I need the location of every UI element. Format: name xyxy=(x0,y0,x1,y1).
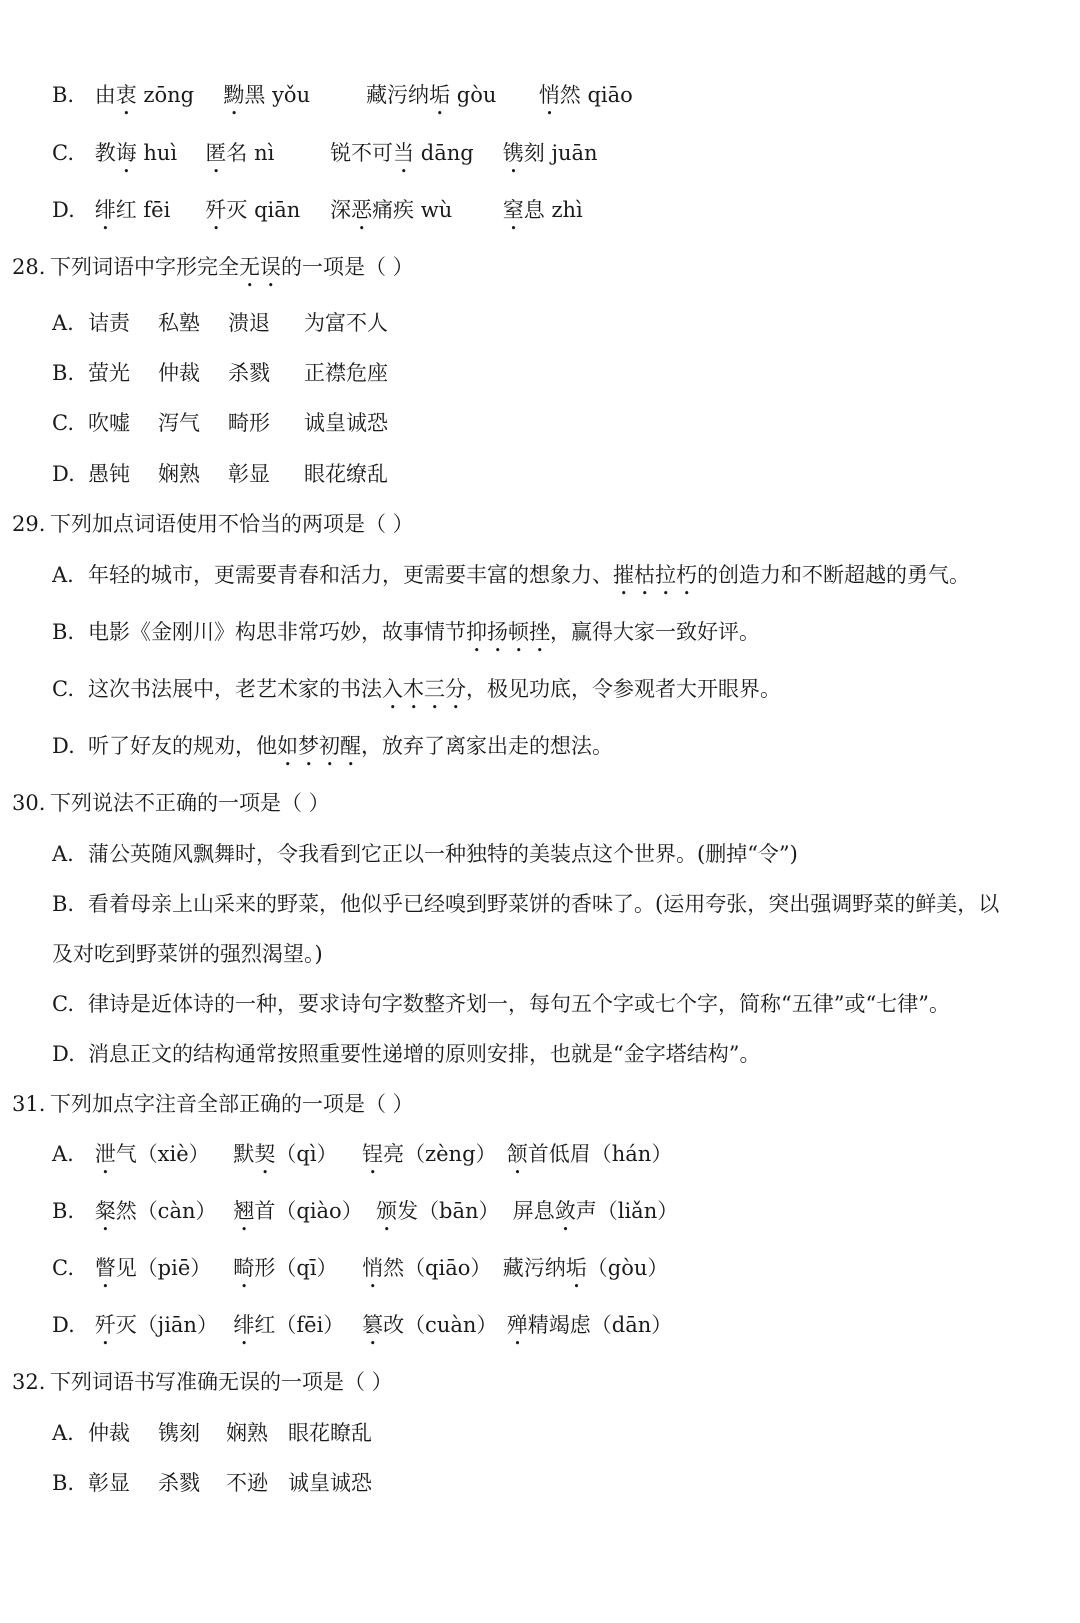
word-cell: 畸形（qī） xyxy=(233,1256,338,1280)
word-cell: 藏污纳垢 gòu xyxy=(366,83,497,107)
q30-option-b-continued: 及对吃到野菜饼的强烈渴望。) xyxy=(52,942,323,966)
question-28: 28. 下列词语中字形完全无误的一项是（ ） xyxy=(12,255,414,279)
question-29: 29. 下列加点词语使用不恰当的两项是（ ） xyxy=(12,512,414,536)
q30-option-a: A. 蒲公英随风飘舞时，令我看到它正以一种独特的美装点这个世界。(删掉“令”) xyxy=(52,842,798,866)
word-cell: 篡改（cuàn） xyxy=(362,1313,498,1337)
q29-option-a: A. 年轻的城市，更需要青春和活力，更需要丰富的想象力、摧枯拉朽的创造力和不断超越的勇气。 xyxy=(52,563,970,587)
q28-option-d: D. 愚钝 娴熟 彰显 眼花缭乱 xyxy=(52,462,388,486)
question-32: 32. 下列词语书写准确无误的一项是（ ） xyxy=(12,1370,393,1394)
word-cell: 歼灭 qiān xyxy=(205,198,301,222)
word-cell: 教诲 huì xyxy=(94,141,178,165)
word-cell: 锐不可当 dāng xyxy=(330,141,474,165)
q29-option-c: C. 这次书法展中，老艺术家的书法入木三分，极见功底，令参观者大开眼界。 xyxy=(52,677,781,701)
question-30: 30. 下列说法不正确的一项是（ ） xyxy=(12,791,330,815)
q28-option-a: A. 诘责 私塾 溃退 为富不人 xyxy=(52,311,388,335)
prev-option-d: D. 绯红 fēi 歼灭 qiān 深恶痛疾 wù 窒息 zhì xyxy=(52,195,583,235)
q28-option-b: B. 萤光 仲裁 杀戮 正襟危座 xyxy=(52,361,388,385)
q32-option-b: B. 彰显 杀戮 不逊 诚皇诚恐 xyxy=(52,1471,372,1495)
word-cell: 殚精竭虑（dān） xyxy=(506,1313,673,1337)
word-cell: 翘首（qiào） xyxy=(233,1199,363,1223)
prev-option-b: B. 由衷 zōng 黝黑 yǒu 藏污纳垢 gòu 悄然 qiāo xyxy=(52,80,633,120)
q29-option-b: B. 电影《金刚川》构思非常巧妙，故事情节抑扬顿挫，赢得大家一致好评。 xyxy=(52,620,760,644)
question-31: 31. 下列加点字注音全部正确的一项是（ ） xyxy=(12,1092,414,1116)
q31-option-b: B. 粲然（càn） 翘首（qiào） 颁发（bān） 屏息敛声（liǎn） xyxy=(52,1196,678,1236)
q31-option-a: A. 泄气（xiè） 默契（qì） 锃亮（zèng） 颔首低眉（hán） xyxy=(52,1139,672,1179)
q30-option-c: C. 律诗是近体诗的一种，要求诗句字数整齐划一，每句五个字或七个字，简称“五律”或“七律”。 xyxy=(52,992,950,1016)
word-cell: 绯红（fēi） xyxy=(233,1313,345,1337)
word-cell: 悄然（qiāo） xyxy=(362,1256,492,1280)
q32-option-a: A. 仲裁 镌刻 娴熟 眼花瞭乱 xyxy=(52,1421,372,1445)
word-cell: 深恶痛疾 wù xyxy=(330,198,453,222)
word-cell: 由衷 zōng xyxy=(94,83,195,107)
word-cell: 粲然（càn） xyxy=(94,1199,217,1223)
word-cell: 匿名 nì xyxy=(205,141,275,165)
q28-option-c: C. 吹嘘 泻气 畸形 诚皇诚恐 xyxy=(52,411,388,435)
q31-option-c: C. 瞥见（piē） 畸形（qī） 悄然（qiāo） 藏污纳垢（gòu） xyxy=(52,1253,668,1293)
word-cell: 泄气（xiè） xyxy=(94,1142,210,1166)
word-cell: 瞥见（piē） xyxy=(94,1256,212,1280)
word-cell: 颁发（bān） xyxy=(376,1199,500,1223)
q30-option-d: D. 消息正文的结构通常按照重要性递增的原则安排，也就是“金字塔结构”。 xyxy=(52,1042,761,1066)
prev-option-c: C. 教诲 huì 匿名 nì 锐不可当 dāng 镌刻 juān xyxy=(52,138,598,178)
word-cell: 绯红 fēi xyxy=(94,198,171,222)
q31-option-d: D. 歼灭（jiān） 绯红（fēi） 篡改（cuàn） 殚精竭虑（dān） xyxy=(52,1310,672,1350)
word-cell: 悄然 qiāo xyxy=(538,83,633,107)
word-cell: 歼灭（jiān） xyxy=(94,1313,218,1337)
q30-option-b: B. 看着母亲上山采来的野菜，他似乎已经嗅到野菜饼的香味了。(运用夸张，突出强调野菜的鲜美，以 xyxy=(52,892,1000,916)
word-cell: 锃亮（zèng） xyxy=(362,1142,497,1166)
word-cell: 默契（qì） xyxy=(233,1142,338,1166)
word-cell: 镌刻 juān xyxy=(502,141,598,165)
word-cell: 藏污纳垢（gòu） xyxy=(502,1256,669,1280)
q29-option-d: D. 听了好友的规劝，他如梦初醒，放弃了离家出走的想法。 xyxy=(52,734,613,758)
word-cell: 窒息 zhì xyxy=(502,198,583,222)
word-cell: 屏息敛声（liǎn） xyxy=(512,1199,679,1223)
word-cell: 黝黑 yǒu xyxy=(223,83,311,107)
word-cell: 颔首低眉（hán） xyxy=(506,1142,673,1166)
